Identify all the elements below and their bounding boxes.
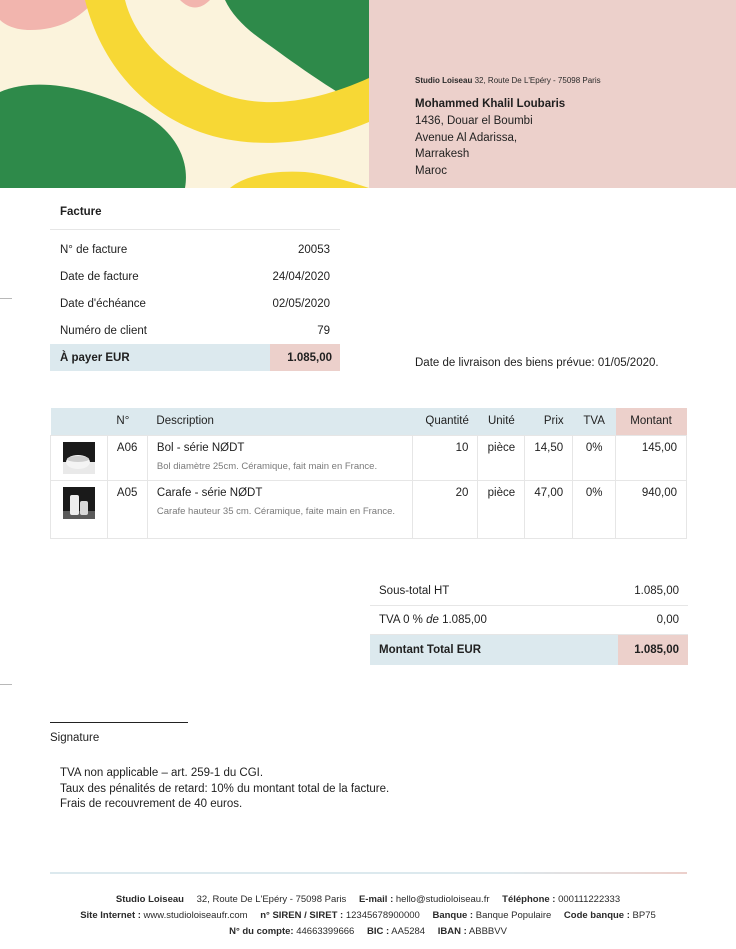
fold-mark [0, 684, 12, 685]
abstract-pattern-image [0, 0, 369, 188]
note-line: Frais de recouvrement de 40 euros. [60, 798, 243, 810]
footer-email-label: E-mail : [358, 894, 394, 905]
item-amount: 145,00 [616, 435, 687, 480]
amount-due-value: 1.085,00 [270, 344, 340, 371]
total-label: Montant Total EUR [379, 644, 481, 656]
footer-phone-label: Téléphone : [502, 894, 556, 905]
footer-bank-label: Banque : [432, 910, 474, 921]
footer-bank: Banque Populaire [475, 910, 552, 921]
header-artwork [0, 0, 369, 188]
col-image-header [51, 408, 108, 435]
item-title: Carafe - série NØDT [156, 486, 263, 499]
col-price-header: Prix [525, 408, 573, 435]
subtotal-label: Sous-total HT [379, 585, 450, 597]
bowl-image [63, 442, 95, 474]
item-title: Bol - série NØDT [156, 441, 245, 454]
item-quantity: 10 [413, 435, 478, 480]
invoice-info-row [50, 317, 340, 344]
footer-account-label: N° du compte: [229, 926, 294, 937]
footer [0, 892, 736, 940]
item-price: 47,00 [525, 480, 573, 538]
footer-site: www.studioloiseaufr.com [143, 910, 248, 921]
footer-line [0, 924, 736, 940]
info-label: Date d'échéance [60, 297, 146, 310]
client-line: Marrakesh [415, 148, 470, 161]
item-unit: pièce [478, 480, 525, 538]
client-address [415, 96, 565, 180]
vat-label-rate: TVA 0 % [379, 614, 427, 626]
footer-bic: AA5284 [391, 926, 426, 937]
item-quantity: 20 [413, 480, 478, 538]
info-label: Date de facture [60, 270, 139, 283]
sender-address: 32, Route De L'Epéry - 75098 Paris [474, 76, 601, 85]
vat-label-base: 1.085,00 [438, 614, 487, 626]
item-number: A05 [107, 480, 147, 538]
footer-bic-label: BIC : [366, 926, 390, 937]
signature-label: Signature [50, 732, 100, 744]
info-value: 24/04/2020 [272, 270, 330, 283]
delivery-date: Date de livraison des biens prévue: 01/05/2020. [415, 357, 659, 369]
footer-phone: 000111222333 [558, 894, 621, 905]
total-row [370, 635, 688, 665]
subtotal-value: 1.085,00 [634, 585, 679, 597]
invoice-info-row [50, 290, 340, 317]
col-quantity-header: Quantité [413, 408, 478, 435]
table-row [51, 480, 687, 538]
footer-email: hello@studioloiseau.fr [395, 894, 490, 905]
item-number: A06 [107, 435, 147, 480]
line-items-table [50, 408, 687, 539]
client-line: Avenue Al Adarissa, [415, 131, 518, 144]
footer-account: 44663399666 [296, 926, 355, 937]
client-name: Mohammed Khalil Loubaris [415, 98, 566, 110]
item-vat: 0% [573, 480, 616, 538]
footer-iban: ABBBVV [468, 926, 507, 937]
invoice-info-row [50, 263, 340, 290]
item-subtitle: Bol diamètre 25cm. Céramique, fait main en France. [156, 460, 378, 472]
vat-row [370, 606, 688, 635]
footer-siren-label: n° SIREN / SIRET : [260, 910, 344, 921]
invoice-title: Facture [60, 206, 102, 218]
product-thumb-cell [51, 435, 108, 480]
footer-site-label: Site Internet : [80, 910, 141, 921]
sender-name: Studio Loiseau [415, 76, 473, 85]
col-description-header: Description [147, 408, 413, 435]
total-value: 1.085,00 [618, 635, 688, 665]
footer-line [0, 892, 736, 908]
client-line: 1436, Douar el Boumbi [415, 114, 533, 127]
amount-due-label: À payer EUR [60, 351, 130, 364]
table-row [51, 435, 687, 480]
client-line: Maroc [415, 165, 447, 178]
totals-block [370, 577, 688, 665]
vat-label-de: de [426, 614, 439, 626]
footer-line [0, 908, 736, 924]
footer-divider [50, 872, 687, 874]
item-amount: 940,00 [616, 480, 687, 538]
table-header-row [51, 408, 687, 435]
footer-siren: 12345678900000 [345, 910, 420, 921]
col-number-header: N° [107, 408, 147, 435]
footer-bankcode: BP75 [632, 910, 656, 921]
note-line: TVA non applicable – art. 259-1 du CGI. [60, 767, 264, 779]
col-vat-header: TVA [573, 408, 616, 435]
amount-due-row [50, 344, 340, 371]
note-line: Taux des pénalités de retard: 10% du montant total de la facture. [60, 782, 390, 795]
invoice-info-row [50, 236, 340, 263]
item-description [147, 480, 413, 538]
footer-bankcode-label: Code banque : [563, 910, 630, 921]
info-label: Numéro de client [60, 324, 147, 337]
info-value: 20053 [298, 243, 330, 256]
item-unit: pièce [478, 435, 525, 480]
vat-label [379, 614, 487, 626]
signature-line [50, 722, 188, 723]
product-thumb-cell [51, 480, 108, 538]
info-value: 02/05/2020 [272, 297, 330, 310]
footer-company: Studio Loiseau [115, 894, 184, 905]
divider [50, 229, 340, 230]
info-label: N° de facture [60, 243, 128, 256]
vat-value: 0,00 [656, 614, 679, 626]
footer-iban-label: IBAN : [437, 926, 467, 937]
info-value: 79 [317, 324, 330, 337]
sender-line [415, 76, 601, 85]
item-price: 14,50 [525, 435, 573, 480]
carafe-image [63, 487, 95, 519]
footer-address: 32, Route De L'Epéry - 75098 Paris [196, 894, 347, 905]
item-vat: 0% [573, 435, 616, 480]
subtotal-row [370, 577, 688, 606]
col-amount-header: Montant [616, 408, 687, 435]
fold-mark [0, 298, 12, 299]
item-description [147, 435, 413, 480]
legal-notes [60, 766, 389, 813]
item-subtitle: Carafe hauteur 35 cm. Céramique, faite main en France. [156, 505, 396, 517]
col-unit-header: Unité [478, 408, 525, 435]
